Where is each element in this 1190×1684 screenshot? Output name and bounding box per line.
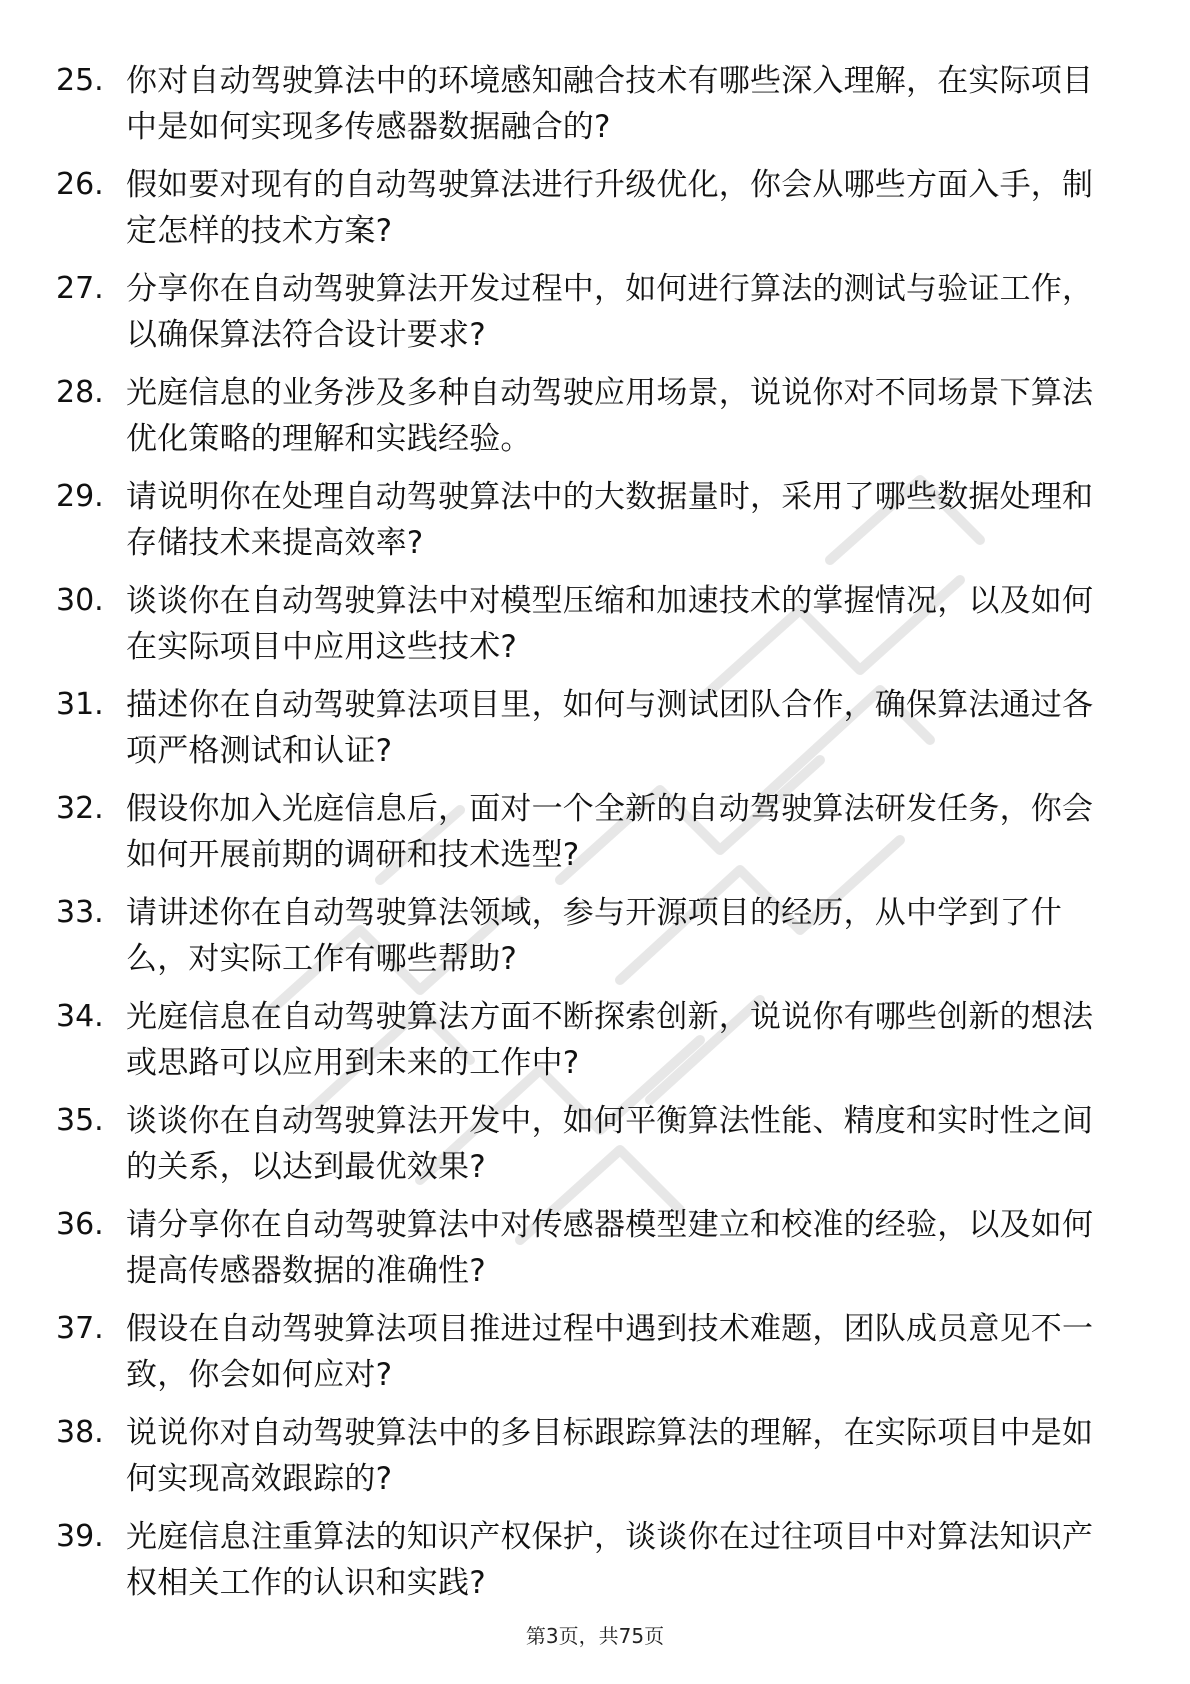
question-item <box>0 984 1190 1088</box>
question-number: 28. <box>56 375 104 410</box>
question-text: 请讲述你在自动驾驶算法领域，参与开源项目的经历，从中学到了什么，对实际工作有哪些帮助? <box>126 895 1062 977</box>
question-item <box>0 776 1190 880</box>
question-item <box>0 1192 1190 1296</box>
question-number: 37. <box>56 1311 104 1346</box>
question-item <box>0 880 1190 984</box>
question-number: 25. <box>56 63 104 98</box>
question-number: 38. <box>56 1415 104 1450</box>
question-number: 35. <box>56 1103 104 1138</box>
question-number: 39. <box>56 1519 104 1554</box>
question-item <box>0 568 1190 672</box>
question-number: 26. <box>56 167 104 202</box>
question-item <box>0 1504 1190 1608</box>
question-item <box>0 1088 1190 1192</box>
question-item <box>0 672 1190 776</box>
question-text: 光庭信息的业务涉及多种自动驾驶应用场景，说说你对不同场景下算法优化策略的理解和实践经验。 <box>126 375 1094 457</box>
question-number: 30. <box>56 583 104 618</box>
question-text: 分享你在自动驾驶算法开发过程中，如何进行算法的测试与验证工作，以确保算法符合设计要求? <box>126 271 1094 353</box>
question-text: 假设在自动驾驶算法项目推进过程中遇到技术难题，团队成员意见不一致，你会如何应对? <box>126 1311 1094 1393</box>
question-number: 29. <box>56 479 104 514</box>
question-number: 36. <box>56 1207 104 1242</box>
question-text: 假设你加入光庭信息后，面对一个全新的自动驾驶算法研发任务，你会如何开展前期的调研和技术选型? <box>126 791 1094 873</box>
question-text: 请分享你在自动驾驶算法中对传感器模型建立和校准的经验，以及如何提高传感器数据的准确性? <box>126 1207 1094 1289</box>
question-text: 你对自动驾驶算法中的环境感知融合技术有哪些深入理解，在实际项目中是如何实现多传感器数据融合的? <box>126 63 1094 145</box>
question-item <box>0 1296 1190 1400</box>
question-text: 光庭信息注重算法的知识产权保护，谈谈你在过往项目中对算法知识产权相关工作的认识和实践? <box>126 1519 1094 1601</box>
question-item <box>0 464 1190 568</box>
question-item <box>0 256 1190 360</box>
question-item <box>0 360 1190 464</box>
question-text: 假如要对现有的自动驾驶算法进行升级优化，你会从哪些方面入手，制定怎样的技术方案? <box>126 167 1094 249</box>
question-number: 34. <box>56 999 104 1034</box>
page-number-footer: 第3页，共75页 <box>525 1624 665 1648</box>
question-text: 谈谈你在自动驾驶算法开发中，如何平衡算法性能、精度和实时性之间的关系，以达到最优效果? <box>126 1103 1094 1185</box>
question-item <box>0 1400 1190 1504</box>
question-text: 说说你对自动驾驶算法中的多目标跟踪算法的理解，在实际项目中是如何实现高效跟踪的? <box>126 1415 1094 1497</box>
question-text: 请说明你在处理自动驾驶算法中的大数据量时，采用了哪些数据处理和存储技术来提高效率? <box>126 479 1094 561</box>
question-text: 光庭信息在自动驾驶算法方面不断探索创新，说说你有哪些创新的想法或思路可以应用到未来的工作中? <box>126 999 1094 1081</box>
question-text: 谈谈你在自动驾驶算法中对模型压缩和加速技术的掌握情况，以及如何在实际项目中应用这些技术? <box>126 583 1094 665</box>
question-list <box>0 48 1190 1608</box>
question-number: 31. <box>56 687 104 722</box>
question-item <box>0 152 1190 256</box>
question-item <box>0 48 1190 152</box>
question-text: 描述你在自动驾驶算法项目里，如何与测试团队合作，确保算法通过各项严格测试和认证? <box>126 687 1094 769</box>
question-number: 27. <box>56 271 104 306</box>
question-number: 33. <box>56 895 104 930</box>
question-number: 32. <box>56 791 104 826</box>
